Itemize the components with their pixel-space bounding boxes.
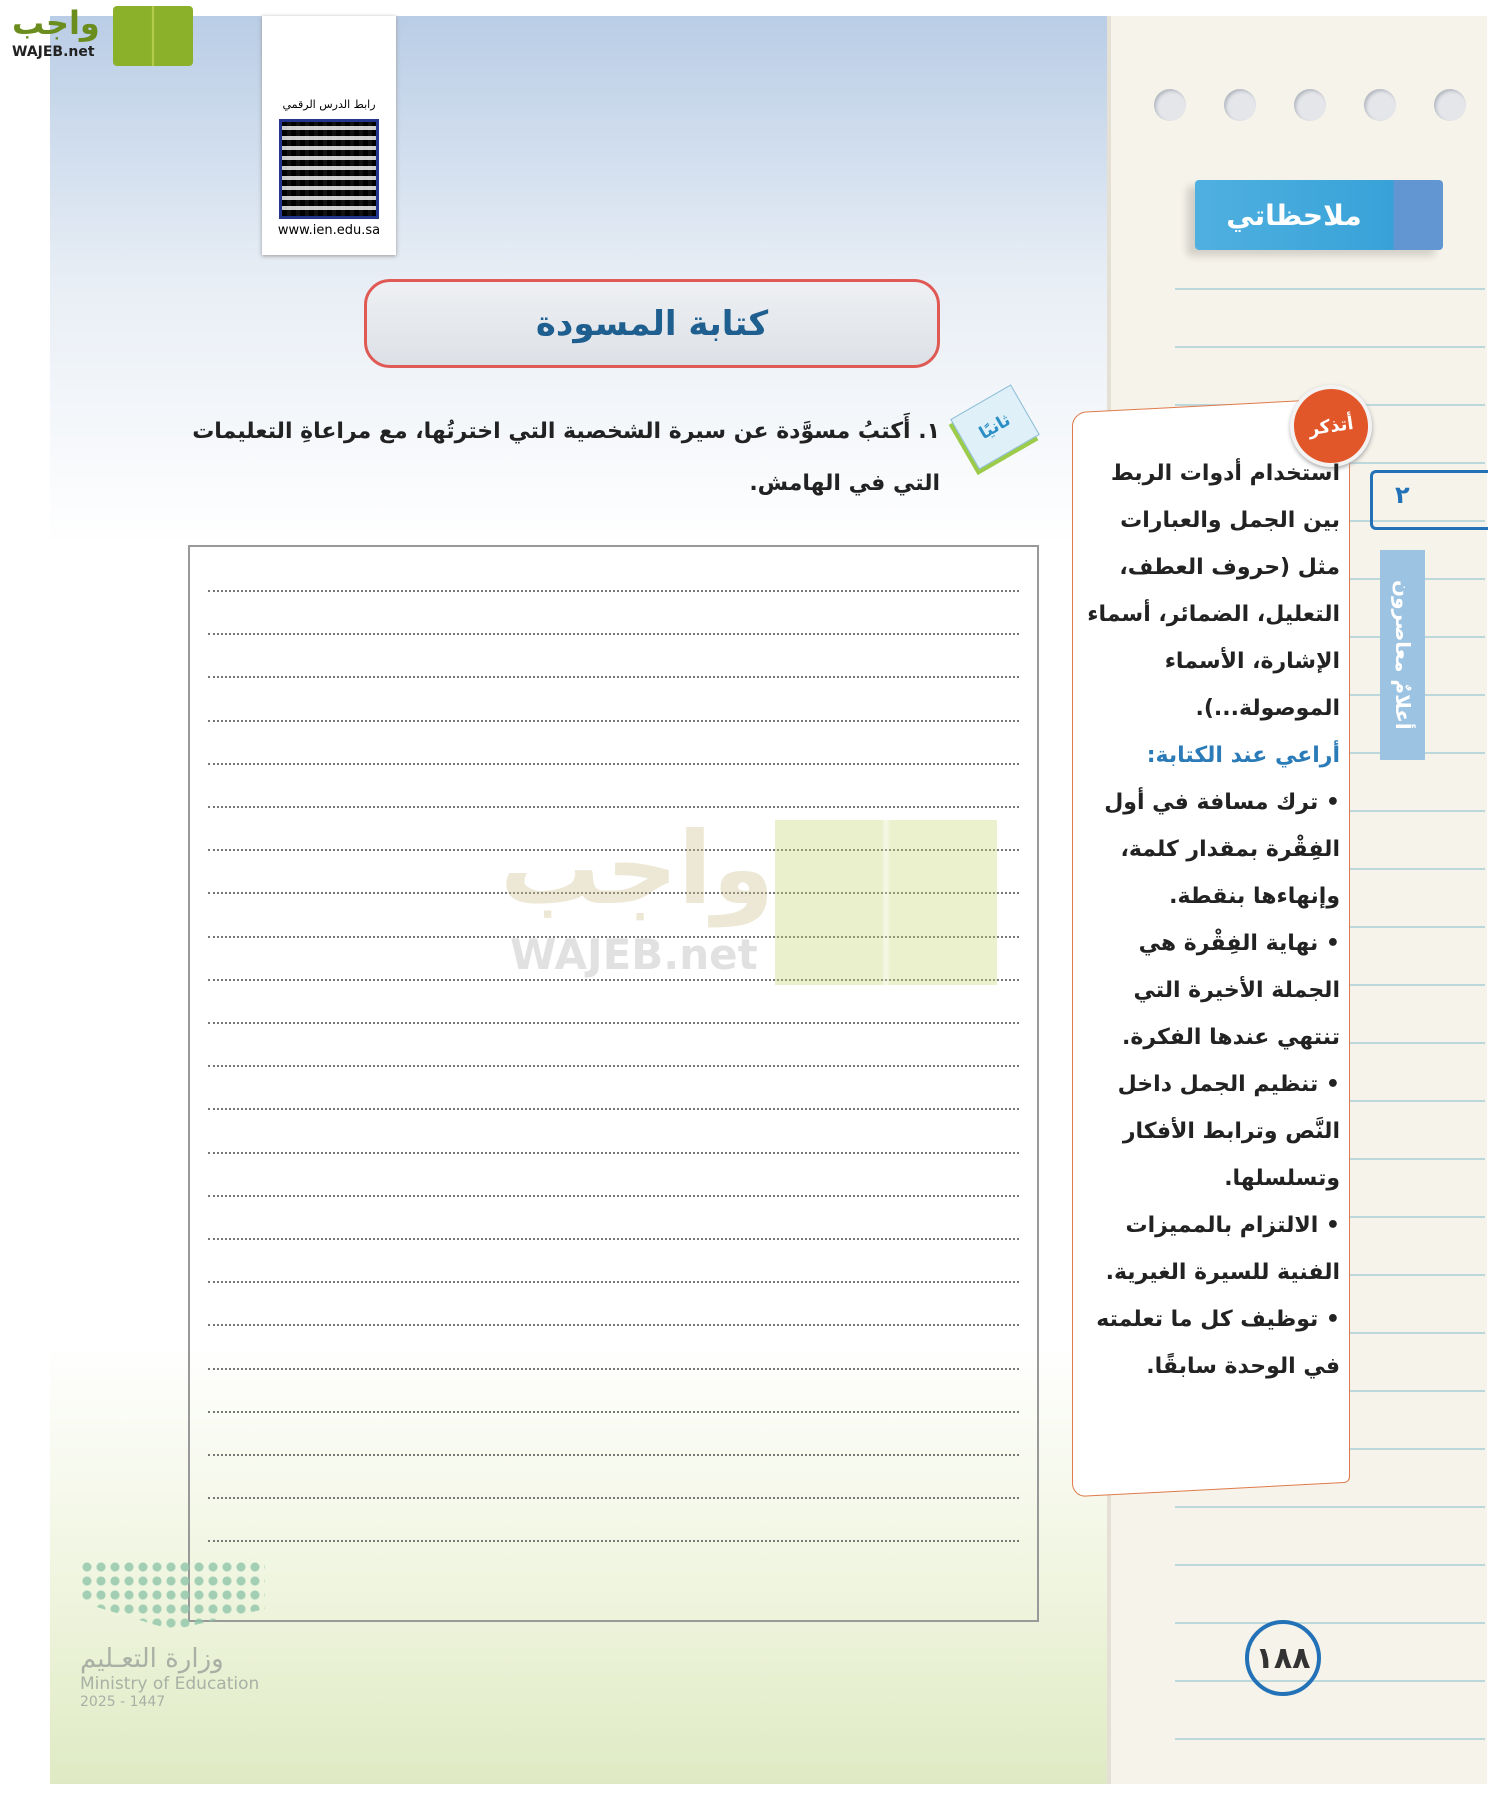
- binder-hole: [1294, 89, 1326, 121]
- qr-card[interactable]: [262, 16, 396, 255]
- remember-badge: أتذكر: [1285, 380, 1378, 473]
- writing-line[interactable]: [208, 676, 1019, 678]
- writing-line[interactable]: [208, 720, 1019, 722]
- wajeb-logo[interactable]: واجب WAJEB.net: [8, 4, 193, 70]
- ruled-line: [1175, 1622, 1485, 1624]
- book-icon: [775, 820, 997, 985]
- writing-line[interactable]: [208, 633, 1019, 635]
- ministry-logo: وزارة التعـليم Ministry of Education 2025 - 1447: [80, 1560, 280, 1710]
- writing-line[interactable]: [208, 1281, 1019, 1283]
- tip-item: • ترك مسافة في أول الفِقْرة بمقدار كلمة، وإنهاءها بنقطة.: [1104, 790, 1340, 909]
- writing-line[interactable]: [208, 1152, 1019, 1154]
- ruled-line: [1175, 1564, 1485, 1566]
- remember-content: استخدام أدوات الربط بين الجمل والعبارات مثل (حروف العطف، التعليل، الضمائر، أسماء الإشارة، الأسماء الموصولة...). أراعي عند الكتابة: • ترك مسافة في أول الفِقْرة بمقدار كلمة، وإنهاءها بنقطة. • نهاية الفِقْرة هي الجملة الأخيرة التي تنتهي عندها الفكرة. • تنظيم الجمل داخل النَّص وترابط الأفكار وتسلسلها. • الالتزام بالمميزات الفنية للسيرة الغيرية. • توظيف كل ما تعلمته في الوحدة سابقًا.: [1085, 450, 1340, 1390]
- writing-line[interactable]: [208, 806, 1019, 808]
- watermark: واجب WAJEB.net: [500, 810, 1000, 990]
- qr-label: رابط الدرس الرقمي: [282, 98, 376, 111]
- writing-line[interactable]: [208, 590, 1019, 592]
- section-badge: ثانيًا: [950, 384, 1040, 469]
- ruled-line: [1175, 1506, 1485, 1508]
- writing-line[interactable]: [208, 1454, 1019, 1456]
- writing-line[interactable]: [208, 1368, 1019, 1370]
- writing-line[interactable]: [208, 1065, 1019, 1067]
- tip-item: • نهاية الفِقْرة هي الجملة الأخيرة التي تنتهي عندها الفكرة.: [1121, 931, 1340, 1050]
- tips-heading: أراعي عند الكتابة:: [1146, 743, 1340, 768]
- binder-hole: [1154, 89, 1186, 121]
- ministry-emblem-icon: [80, 1560, 265, 1630]
- tip-item: • الالتزام بالمميزات الفنية للسيرة الغيرية.: [1105, 1213, 1340, 1285]
- writing-line[interactable]: [208, 1238, 1019, 1240]
- unit-name-tab: أعلامٌ معاصرون: [1380, 550, 1425, 760]
- ruled-line: [1175, 1738, 1485, 1740]
- writing-line[interactable]: [208, 1497, 1019, 1499]
- ruled-line: [1175, 346, 1485, 348]
- tip-item: • تنظيم الجمل داخل النَّص وترابط الأفكار وتسلسلها.: [1117, 1072, 1340, 1191]
- ruled-line: [1175, 288, 1485, 290]
- qr-code-icon[interactable]: [279, 119, 379, 219]
- qr-url[interactable]: www.ien.edu.sa: [277, 223, 381, 238]
- page-number: ١٨٨: [1245, 1620, 1321, 1696]
- writing-line[interactable]: [208, 1324, 1019, 1326]
- ruled-line: [1175, 1680, 1485, 1682]
- instruction-text: ١. أَكتبُ مسوَّدة عن سيرة الشخصية التي اخترتُها، مع مراعاةِ التعليمات التي في الهامش.: [192, 419, 940, 496]
- binder-hole: [1434, 89, 1466, 121]
- unit-number: ٢: [1370, 470, 1488, 530]
- book-icon: [113, 6, 193, 66]
- page-title: كتابة المسودة: [364, 279, 940, 368]
- tip-item: • توظيف كل ما تعلمته في الوحدة سابقًا.: [1096, 1307, 1340, 1379]
- writing-area[interactable]: [188, 545, 1039, 1622]
- writing-line[interactable]: [208, 1022, 1019, 1024]
- writing-line[interactable]: [208, 1411, 1019, 1413]
- notes-title: ملاحظاتي: [1195, 180, 1443, 250]
- writing-line[interactable]: [208, 1108, 1019, 1110]
- binder-hole: [1224, 89, 1256, 121]
- binder-hole: [1364, 89, 1396, 121]
- writing-line[interactable]: [208, 1540, 1019, 1542]
- writing-line[interactable]: [208, 763, 1019, 765]
- writing-line[interactable]: [208, 1195, 1019, 1197]
